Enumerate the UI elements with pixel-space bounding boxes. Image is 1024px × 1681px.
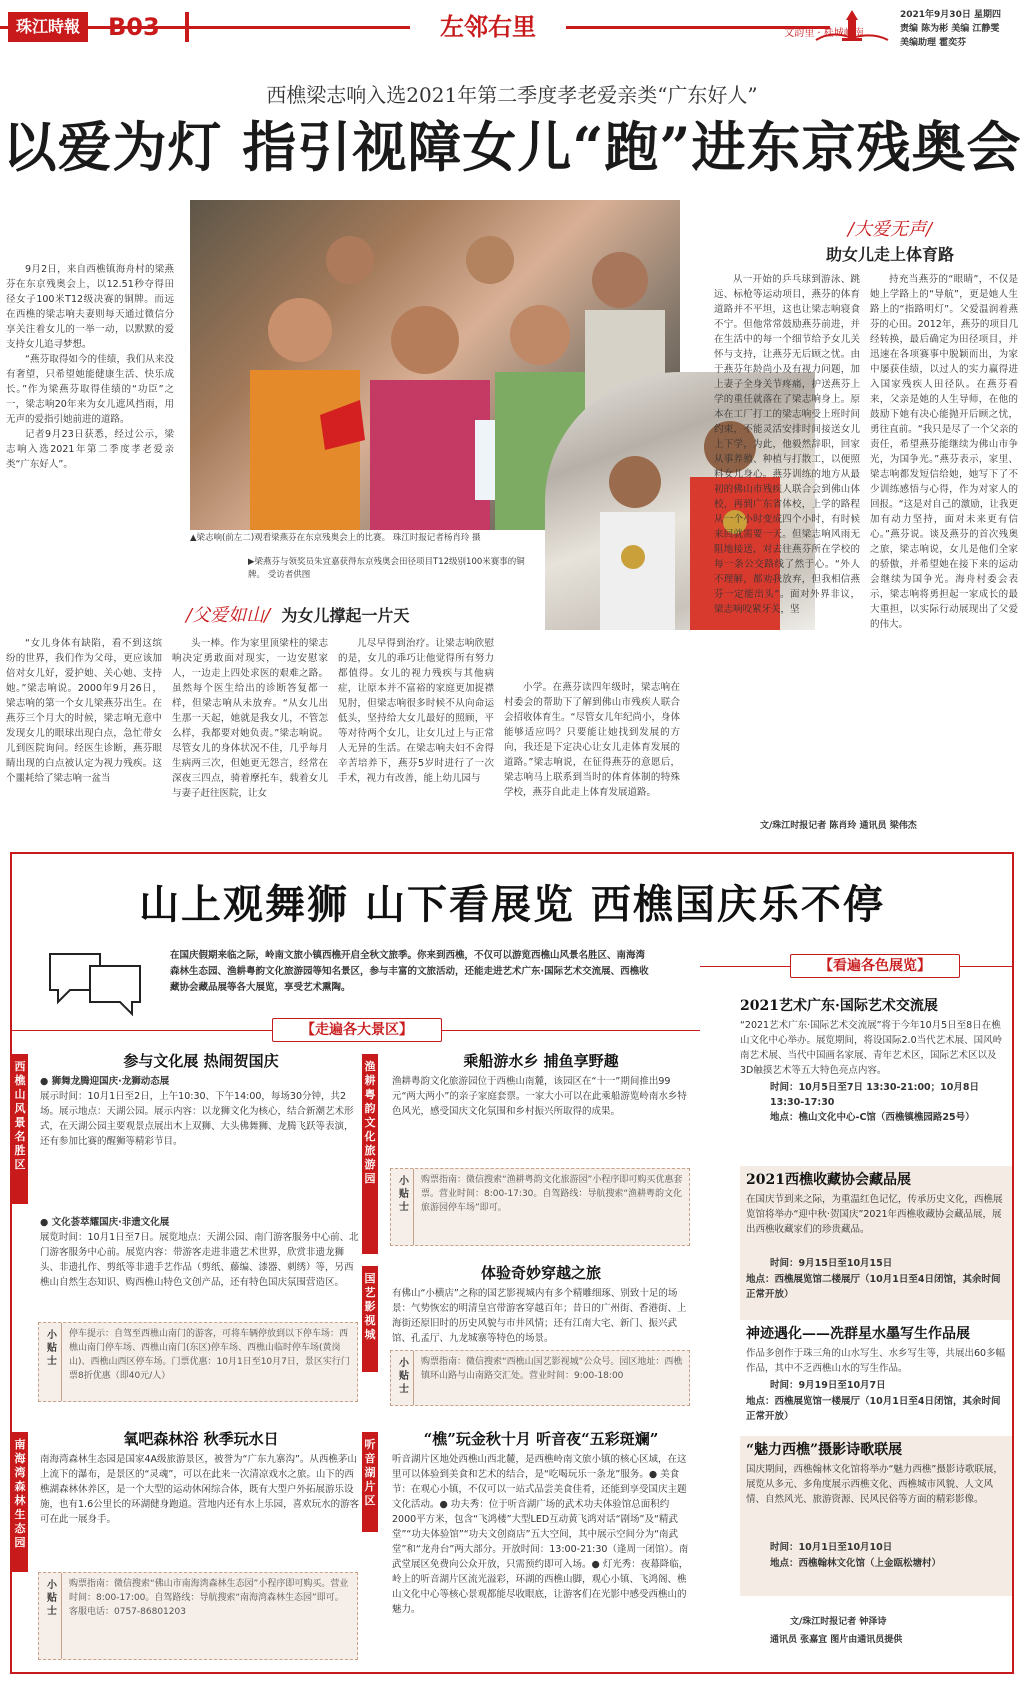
tag-tingyin: 听音湖片区 bbox=[362, 1432, 378, 1532]
photo-caption-1: ▲梁志响(前左二)观看梁燕芬在东京残奥会上的比赛。 珠江时报记者杨肖玲 摄 bbox=[190, 533, 481, 543]
b3-time: 时间：9月19日至10月7日 bbox=[770, 1380, 886, 1391]
a1-p1: 展示时间：10月1日至2日，上午10:30、下午14:00，每场30分钟，共2场。展示地点：天湖公园。展示内容：以龙狮文化为核心，结合新潮艺术形式，在天湖公园主要观景点展出木上双狮、大头佛舞狮、龙腾飞跃等表演，还有参加比赛的醒狮等精彩节目。 bbox=[40, 1091, 354, 1147]
a1-p1-title: ● 狮舞龙腾迎国庆·龙狮动态展 bbox=[40, 1076, 170, 1087]
b2-time: 时间：9月15日至10月15日 bbox=[770, 1258, 893, 1269]
b3-text: 作品多创作于珠三角的山水写生、水乡写生等，共展出60多幅作品，其中不乏西樵山水的写生作品。 bbox=[746, 1348, 1006, 1374]
tag-nanhaiwan: 南海湾森林生态园 bbox=[12, 1432, 28, 1572]
tip-label: 小贴士 bbox=[47, 1330, 57, 1367]
b1-text: “2021艺术广东·国际艺术交流展”将于今年10月5日至8日在樵山文化中心举办。展览期间，将设国际2.0当代艺术展、国风岭南艺术展、当代中国画名家展、青年艺术区，国际艺术区以及3D触摸艺术等五大特色亮点内容。 bbox=[740, 1020, 1003, 1076]
a5-text: 听音湖片区地处西樵山西北麓，是西樵岭南文旅小镇的核心区域，在这里可以体验到美食和艺术的结合，是“吃喝玩乐一条龙”服务。● 美食节：在观心小镇，不仅可以一站式品尝美食佳肴，还能到享受国庆主题文化活动。● 功夫秀：位于听音湖广场的武术功夫体验馆总面积约2000平方米，包含“飞鸿楼”大型LED互动黄飞鸿对话“剧场”及“精武堂”“功夫体验馆”“功夫文创商店”五大空间，其中展示空间分为“南武堂”和“龙舟台”两大部分。开放时间：13:00-21:30（逢周一闭馆）。南武堂展区免费向公众开放，只需预约即可入场。● 灯光秀：夜幕降临，岭上的听音湖片区流光溢彩，环湖的西樵山脚，观心小镇、飞鸿阁、樵山文化中心等核心景观都能尽收眼底，让游客们在光影中感受西樵山的魅力。 bbox=[392, 1454, 689, 1615]
b3-place: 地点：西樵展览馆一楼展厅（10月1日至4日闭馆，其余时间正常开放） bbox=[746, 1396, 1001, 1422]
s1-text-2: 头一棒。作为家里顶梁柱的梁志响决定勇敢面对现实，一边安慰家人，一边走上四处求医的艰难之路。虽然每个医生给出的诊断答复都一样，但梁志响从未放弃。“从女儿出生那一天起，她就是我女儿，不管怎么样，我都要对她负责。”梁志响说。尽管女儿的身体状况不佳，几乎每月生病两三次，但她更无怨言，经常在深夜三四点，骑着摩托车，载着女儿与妻子赶往医院，让女 bbox=[172, 638, 328, 799]
lead-paragraph-2: “燕芬取得如今的佳绩，我们从来没有奢望，只希望她能健康生活、快乐成长。”作为梁燕芬取得佳绩的“功臣”之一，梁志响20年来为女儿遮风挡雨，用无声的爱指引她前进的道路。 bbox=[6, 354, 174, 425]
a1-block bbox=[40, 1074, 360, 1308]
a1-p2: 展览时间：10月1日至7日。展览地点：天湖公园、南门游客服务中心前、北门游客服务中心前。展览内容：带游客走进非遗艺术世界，欣赏非遗龙狮头、非遗扎作、剪纸等非遗手艺作品（剪纸、藤编、漆器、刺绣）等，另西樵山自然生态知识、购西樵山特色文创产品，还有特色国庆氛围营造区。 bbox=[40, 1232, 359, 1288]
s1-col-2 bbox=[172, 636, 328, 828]
s2-col-2 bbox=[870, 272, 1018, 812]
tip-label: 小贴士 bbox=[47, 1580, 57, 1617]
newspaper-logo: 珠江時報 bbox=[8, 12, 88, 42]
b4-title: “魅力西樵”摄影诗歌联展 bbox=[746, 1442, 903, 1458]
a3-title: 体验奇妙穿越之旅 bbox=[480, 1264, 601, 1282]
a1-p2-title: ● 文化荟萃耀国庆·非遗文化展 bbox=[40, 1217, 170, 1228]
s1-col-1 bbox=[6, 636, 162, 828]
tag-guoyi: 国艺影视城 bbox=[362, 1266, 378, 1372]
s1-heading bbox=[186, 602, 546, 629]
b3-title: 神迹遇化——冼群星水墨写生作品展 bbox=[746, 1326, 970, 1342]
s2-text-2: 持充当燕芬的“眼睛”，不仅是她上学路上的“导航”，更是她人生路上的“指路明灯”。父爱温润着燕芬的心田。2012年，燕芬的项目几经转换，最后确定为田径项目，并迅速在各项赛事中脱颖而出，为家中屡获佳绩，以过人的实力赢得进入国家残疾人田径队。在燕芬看来，父亲是她的人生导师，在他的鼓励下她有决心能抛开后顾之忧，勇往直前。“我只是尽了一个父亲的责任，希望燕芬能继续为佛山市争光，为国争光。”燕芬表示，家里、梁志响都发短信给她，她写下了不少训练感悟与心得，作为对家人的回报。“这是对自己的激励，让我更加有动力坚持，面对未来更有信心。”燕芬说。谈及燕芬的首次残奥之旅，梁志响说，女儿是他们全家的骄傲，并希望她在接下来的运动会继续为国争光。海舟村委会表示，梁志响将勇担起一家成长的最大重担，以实际行动展现出了父爱的伟大。 bbox=[870, 274, 1018, 630]
story2-intro: 在国庆假期来临之际，岭南文旅小镇西樵开启全秋文旅季。你来到西樵，不仅可以游览西樵山风景名胜区、南海湾森林生态园、渔耕粤韵文化旅游园等知名景区，参与丰富的文旅活动，还能走进艺术广东·国际艺术交流展、西樵收藏协会藏品展等各大展览，享受艺术熏陶。 bbox=[170, 950, 649, 993]
s2-subheading: 助女儿走上体育路 bbox=[825, 245, 954, 264]
brand-text: 文韵里 · 桂城岭南 bbox=[784, 28, 864, 39]
s2-text-1: 从一开始的乒乓球到游泳、跳远、标枪等运动项目，燕芬的体育道路并不平坦，这也让梁志响寝食不宁。但他常常鼓励燕芬前进，并在生活中的每一个细节给予女儿关怀与支持，让燕芬无后顾之忧。由于燕芬年龄尚小及有视力问题，加上妻子全身关节疼痛，护送燕芬上学的重任就落在了梁志响身上。原本在工厂打工的梁志响受上班时间约束，不能灵活安排时间接送女儿上下学，为此，他毅然辞职，回家从事养殖、种植与打散工，以便照料女儿身心。燕芬训练的地方从最初的佛山市残疾人联合会到佛山体校，再到广东省体校，上学的路程从一个小时变成四个小时，有时候来回就需要一天。但梁志响风雨无阻地接送，对去往燕芬所在学校的每一条公交路线了然于心。“外人不理解，都劝我放弃，但我相信燕芬一定能出头”。面对外界非议，梁志响咬紧牙关，坚 bbox=[714, 274, 860, 615]
b2-place: 地点：西樵展览馆二楼展厅（10月1日至4日闭馆，其余时间正常开放） bbox=[746, 1274, 1001, 1300]
a3-tip-box bbox=[390, 1350, 690, 1406]
s2-col-1 bbox=[714, 272, 860, 812]
a2-title: 乘船游水乡 捕鱼享野趣 bbox=[463, 1052, 619, 1070]
tag-yugeng: 渔耕粤韵文化旅游园 bbox=[362, 1054, 378, 1254]
b4-time: 时间：10月1日至10月10日 bbox=[770, 1542, 893, 1553]
a1-tip: 停车提示：自驾至西樵山南门的游客，可将车辆停放到以下停车场：西樵山南门停车场、西樵山南门(东区)停车场、西樵山临时停车场(黄岗山)、西樵山西区停车场。门票优惠：10月1日至10月7日，景区实行门票8折优惠（即40元/人） bbox=[69, 1329, 350, 1381]
story1-headline: 以爱为灯 指引视障女儿“跑”进东京残奥会 bbox=[2, 115, 1022, 179]
s2-tag: /大爱无声/ bbox=[847, 219, 933, 240]
b1-time: 时间：10月5日至7日 13:30-21:00；10月8日 13:30-17:30 bbox=[770, 1082, 980, 1108]
lead-paragraph-1: 9月2日，来自西樵镇海舟村的梁燕芬在东京残奥会上，以12.51秒夺得田径女子100米T12级决赛的铜牌。而远在西樵的梁志响夫妻则每天通过微信分享关注着女儿的一举一动，以默默的爱支持女儿追寻梦想。 bbox=[6, 264, 174, 350]
s1-text-1: “女儿身体有缺陷，看不到这缤纷的世界，我们作为父母，更应该加倍对女儿好，爱护她、关心她、支持她。”梁志响说。2000年9月26日，梁志响的第一个女儿梁燕芬出生。在燕芬三个月大的时候，梁志响无意中发现女儿的眼球出现白点，急忙带女儿到医院询问。经医生诊断，燕芬眼睛出现的白点被认定为视力残疾。这个噩耗给了梁志响一盆当 bbox=[6, 638, 162, 784]
b2-title: 2021西樵收藏协会藏品展 bbox=[746, 1172, 911, 1188]
story2-byline-1: 文/珠江时报记者 钟泽诗 bbox=[790, 1617, 887, 1627]
s2-heading bbox=[760, 216, 1020, 267]
b4-text: 国庆期间，西樵翰林文化馆将举办“魅力西樵”摄影诗歌联展，展览从多元、多角度展示西樵文化、西樵城市风貌、人文风情、自然风光、旅游资源、民风民俗等方面的精彩影像。 bbox=[746, 1464, 1003, 1505]
a4-tip-box bbox=[38, 1572, 358, 1660]
editor-assist: 美编助理 霍奕芬 bbox=[900, 38, 967, 48]
section-title: 左邻右里 bbox=[410, 10, 566, 44]
a4-tip: 购票指南：微信搜索“佛山市南海湾森林生态园”小程序即可购买。营业时间：8:00-17:00。自驾路线：导航搜索“南海湾森林生态园”即可。客服电话：0757-86801203 bbox=[69, 1579, 349, 1617]
issue-date: 2021年9月30日 星期四 bbox=[900, 10, 1001, 20]
a2-tip: 购票指南：微信搜索“渔耕粤韵文化旅游园”小程序即可购买优惠套票。营业时间：8:00-17:30。自驾路线：导航搜索“渔耕粤韵文化旅游园停车场”即可。 bbox=[421, 1175, 683, 1213]
b1-place: 地点：樵山文化中心-C馆（西樵镇樵园路25号） bbox=[770, 1112, 975, 1123]
a2-tip-box bbox=[390, 1168, 690, 1246]
story1-byline: 文/珠江时报记者 陈肖玲 通讯员 梁伟杰 bbox=[760, 821, 917, 831]
story2-headline: 山上观舞狮 山下看展览 西樵国庆乐不停 bbox=[139, 881, 885, 928]
lead-paragraph-3: 记者9月23日获悉，经过公示，梁志响入选2021年第二季度孝老爱亲类“广东好人”。 bbox=[6, 429, 174, 470]
page-divider bbox=[185, 12, 189, 42]
editor-line: 责编 陈为彬 美编 江静雯 bbox=[900, 24, 1000, 34]
story2-byline-2: 通讯员 张嘉宜 图片由通讯员提供 bbox=[770, 1635, 903, 1645]
a2-text: 渔耕粤韵文化旅游园位于西樵山南麓，该园区在“十一”期间推出99元“两大两小”的亲子家庭套票。一家大小可以在此乘船游览岭南水乡特色风光，感受国庆文化氛围和乡村振兴所取得的成果。 bbox=[392, 1076, 687, 1117]
s1-tag: /父爱如山/ bbox=[186, 605, 271, 626]
photo-caption-2: ▶梁燕芬与领奖员朱宜嘉获得东京残奥会田径项目T12级别100米赛事的铜牌。 受访者供图 bbox=[248, 557, 525, 580]
story1-lead bbox=[6, 262, 174, 472]
a4-title: 氧吧森林浴 秋季玩水日 bbox=[123, 1430, 279, 1448]
tip-label: 小贴士 bbox=[399, 1358, 409, 1395]
b2-text: 在国庆节到来之际，为重温红色记忆，传承历史文化，西樵展览馆将举办“迎中秋·贺国庆”2021年西樵收藏协会藏品展，展出西樵收藏家们的珍贵藏品。 bbox=[746, 1194, 1003, 1235]
a1-title: 参与文化展 热闹贺国庆 bbox=[123, 1052, 279, 1070]
a1-tip-box bbox=[38, 1322, 358, 1402]
story1-kicker: 西樵梁志响入选2021年第二季度孝老爱亲类“广东好人” bbox=[266, 83, 758, 107]
speech-bubble-icon bbox=[46, 948, 146, 1018]
s1-text-3: 儿尽早得到治疗。让梁志响欣慰的是，女儿的乖巧让他觉得所有努力都值得。女儿的视力残疾与其他病症，让原本并不富裕的家庭更加捉襟见肘，但梁志响很多时候不从向命运低头，坚持给大女儿最好的照顾，平等对待两个女儿，让女儿过上与正常人无异的生活。在梁志响夫妇不舍得辛苦培养下，燕芬5岁时进行了一次手术，视力有改善，能上幼儿园与 bbox=[338, 638, 494, 784]
s1-text-4: 小学。在燕芬读四年级时，梁志响在村委会的帮助下了解到佛山市残疾人联合会招收体育生。“尽管女儿年纪尚小，身体能够适应吗？只要能让她找到发展的方向，我还是下定决心让女儿走体育发展的道路。”梁志响说，在征得燕芬的意愿后，梁志响马上联系到当时的体育体制的特殊学校，燕芬自此走上体育发展道路。 bbox=[504, 682, 680, 798]
s1-subheading: 为女儿撑起一片天 bbox=[281, 606, 410, 625]
b1-title: 2021艺术广东·国际艺术交流展 bbox=[740, 998, 938, 1014]
s1-col-4 bbox=[504, 680, 680, 828]
tip-label: 小贴士 bbox=[399, 1176, 409, 1213]
s1-col-3 bbox=[338, 636, 494, 828]
a4-text: 南海湾森林生态园是国家4A级旅游景区，被誉为“广东九寨沟”。从西樵茅山上流下的瀑布，是景区的“灵魂”，可以在此来一次清凉戏水之旅。山下的西樵湖森林休养区，是一个大型的运动休闲综合体，既有大型户外拓展游乐设施，也有1.6公里长的环湖健身跑道。营地内还有水上乐园，喜欢玩水的游客可在此一展身手。 bbox=[40, 1454, 360, 1525]
b4-place: 地点：西樵翰林文化馆（上金瓯松塘村） bbox=[770, 1558, 942, 1569]
page-number: B03 bbox=[108, 13, 160, 41]
pill-exhibit: 【看遍各色展览】 bbox=[790, 954, 960, 978]
header-meta bbox=[900, 8, 1020, 50]
pill-scenic: 【走遍各大景区】 bbox=[272, 1018, 442, 1042]
a3-text: 有佛山“小横店”之称的国艺影视城内有多个精雕细琢、别致十足的场景：气势恢宏的明清皇宫带游客穿越百年；昔日的广州街、香港街、上海街还原旧时的历史风貌与市井风情；还有江南大宅、新门、振兴武馆、孔孟厅、九龙城寨等特色的场景。 bbox=[392, 1288, 687, 1344]
a3-tip: 购票指南：微信搜索“西樵山国艺影视城”公众号。园区地址：西樵镇环山路与山南路交汇处。营业时间：9:00-18:00 bbox=[421, 1357, 683, 1381]
a5-title: “樵”玩金秋十月 听音夜“五彩斑斓” bbox=[423, 1430, 659, 1448]
tag-xiqiao-scenic: 西樵山风景名胜区 bbox=[12, 1054, 28, 1204]
